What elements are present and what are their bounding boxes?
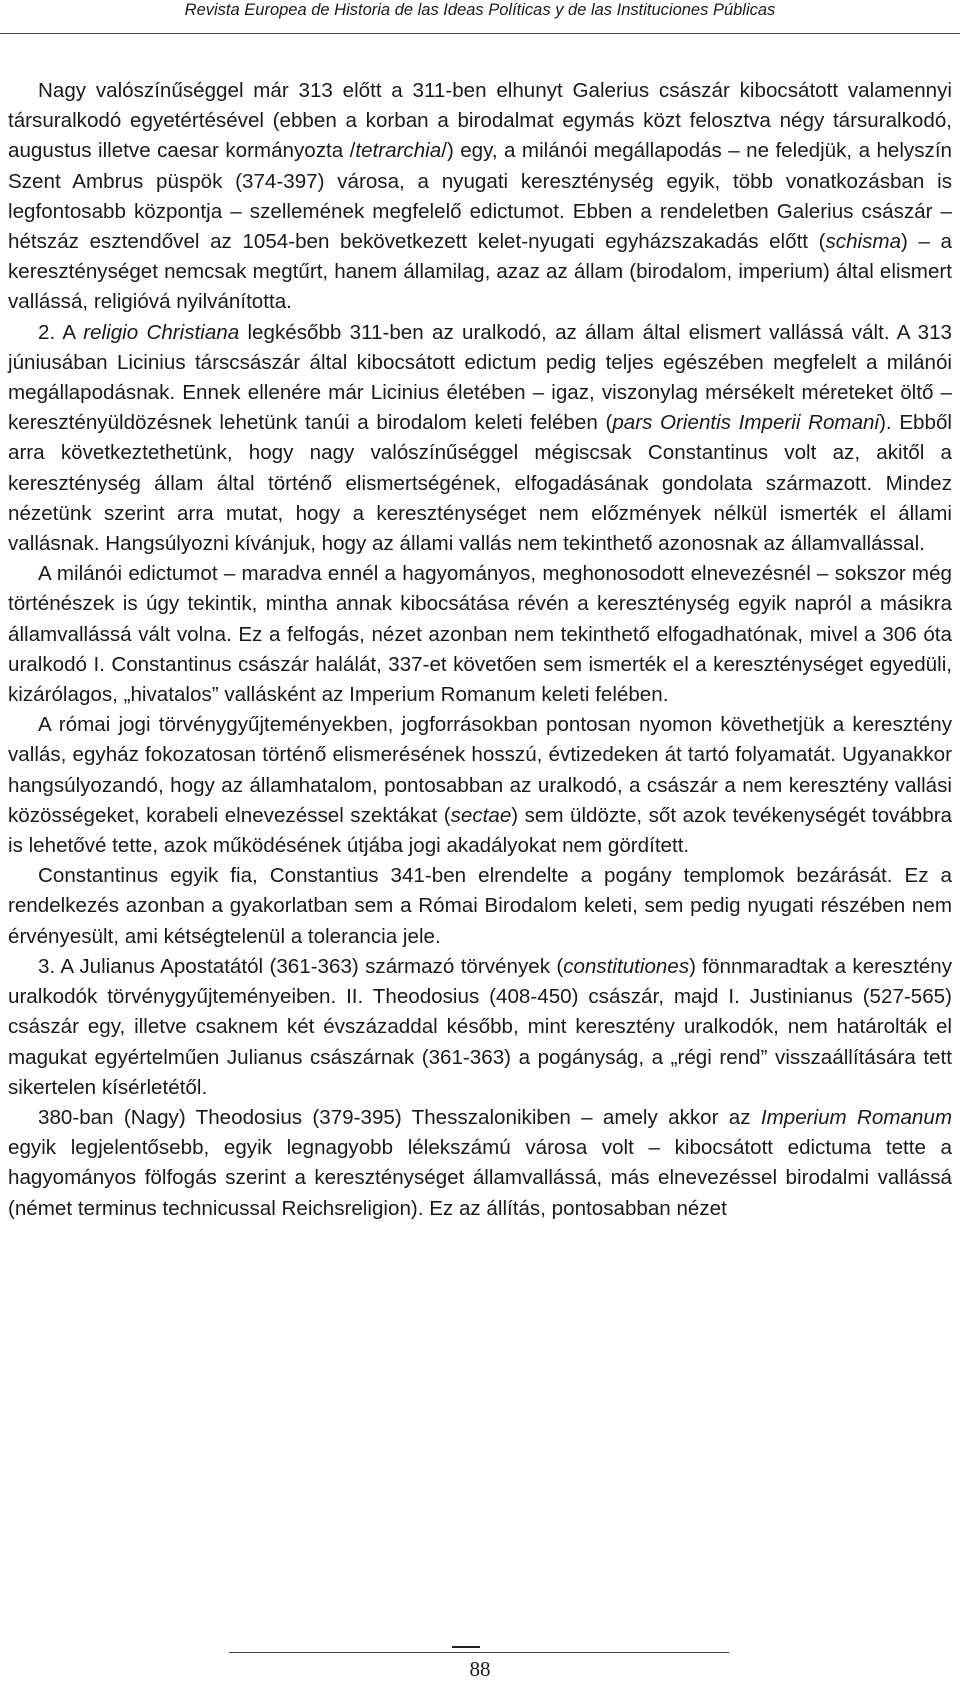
paragraph-text: 2. A bbox=[38, 320, 84, 344]
paragraph bbox=[8, 952, 952, 1103]
paragraph-text: Nagy valószínűséggel már 313 előtt a 311-ben elhunyt Galerius császár kibocsátott valamennyi társuralkodó egyetértésével (ebben a korban a birodalmat egymás közt felosztva négy társuralkodó, augustus illetve caesar kormányozta / bbox=[8, 79, 952, 163]
paragraph bbox=[8, 76, 952, 318]
italic-term: Imperium Romanum bbox=[760, 1105, 952, 1129]
paragraph bbox=[8, 1103, 952, 1224]
paragraph-text: ) – a kereszténységet nemcsak megtűrt, hanem államilag, azaz az állam (birodalom, imperium) által elismert vallássá, religióvá nyilvánította. bbox=[8, 230, 952, 314]
italic-term: constitutiones bbox=[563, 954, 690, 978]
italic-term: pars Orientis Imperii Romani bbox=[612, 411, 880, 435]
footer-rule bbox=[229, 1652, 729, 1653]
paragraph-text: A milánói edictumot – maradva ennél a hagyományos, meghonosodott elnevezésnél – sokszor még történészek is úgy tekintik, mintha annak kibocsátása révén a kereszténység egyik napról a másikra államvallássá vált volna. Ez a felfogás, nézet azonban nem tekinthető elfogadhatónak, mivel a 306 óta uralkodó I. Constantinus császár halálát, 337-et követően sem ismerték el a kereszténységet egyedüli, kizárólagos, „hivatalos” vallásként az Imperium Romanum keleti felében. bbox=[8, 562, 952, 707]
italic-term: sectae bbox=[450, 803, 512, 827]
paragraph bbox=[8, 559, 952, 710]
italic-term: schisma bbox=[825, 230, 902, 254]
page-number: 88 bbox=[469, 1657, 491, 1681]
paragraph-text: egyik legjelentősebb, egyik legnagyobb lélekszámú városa volt – kibocsátott edictuma tette a hagyományos fölfogás szerint a kereszténységet államvallássá, más elnevezéssel birodalmi vallássá (német terminus technicussal Reichsreligion). Ez az állítás, pontosabban nézet bbox=[8, 1136, 952, 1220]
paragraph bbox=[8, 861, 952, 952]
italic-term: religio Christiana bbox=[83, 320, 240, 344]
paragraph-text: Constantinus egyik fia, Constantius 341-ben elrendelte a pogány templomok bezárását. Ez a rendelkezés azonban a gyakorlatban sem a Római Birodalom keleti, sem pedig nyugati részében nem érvényesült, ami kétségtelenül a tolerancia jele. bbox=[8, 864, 952, 948]
footer-mark bbox=[452, 1646, 480, 1648]
paragraph bbox=[8, 318, 952, 560]
paragraph-text: ) fönnmaradtak a keresztény uralkodók törvénygyűjteményeiben. II. Theodosius (408-450) császár, majd I. Justinianus (527-565) császár egy, illetve csaknem két évszázaddal később, mint keresztény uralkodók, nem határolták el magukat egyértelműen Julianus császárnak (361-363) a pogányság, a „régi rend” visszaállítására tett sikertelen kísérletétől. bbox=[8, 954, 952, 1099]
paragraph-text: ) sem üldözte, sőt azok tevékenységét továbbra is lehetővé tette, azok működésének útjába jogi akadályokat nem gördített. bbox=[8, 803, 953, 858]
running-header bbox=[0, 0, 960, 34]
paragraph-text: legkésőbb 311-ben az uralkodó, az állam által elismert vallássá vált. A 313 júniusában Licinius társcsászár által kibocsátott edictum pedig teljes egészében megfelelt a milánói megállapodásnak. Ennek ellenére már Licinius életében – igaz, viszonylag mérsékelt méreteket öltő – keresztényüldözésnek lehetünk tanúi a birodalom keleti felében ( bbox=[8, 320, 952, 435]
paragraph-text: 380-ban (Nagy) Theodosius (379-395) Thesszalonikiben – amely akkor az bbox=[38, 1105, 761, 1129]
paragraph-text: ). Ebből arra következtethetünk, hogy nagy valószínűséggel mégiscsak Constantinus volt az, akitől a kereszténység állam által történő elismertségének, elfogadásának gondolata származott. Mindez nézetünk szerint arra mutat, hogy a kereszténységet nem előzmények nélkül ismerték el állami vallásnak. Hangsúlyozni kívánjuk, hogy az állami vallás nem tekinthető azonosnak az államvallással. bbox=[8, 411, 952, 556]
paragraph-text: A római jogi törvénygyűjteményekben, jogforrásokban pontosan nyomon követhetjük a keresztény vallás, egyház fokozatosan történő elismerésének hosszú, évtizedeken át tartó folyamatát. Ugyanakkor hangsúlyozandó, hogy az államhatalom, pontosabban az uralkodó, a császár a nem keresztény vallási közösségeket, korabeli elnevezéssel szektákat ( bbox=[8, 713, 952, 827]
article-body bbox=[8, 76, 952, 1224]
paragraph bbox=[8, 710, 952, 861]
journal-title: Revista Europea de Historia de las Ideas Políticas y de las Instituciones Públicas bbox=[184, 1, 776, 19]
paragraph-text: /) egy, a milánói megállapodás – ne feledjük, a helyszín Szent Ambrus püspök (374-397) városa, a nyugati kereszténység egyik, több vonatkozásban is legfontosabb központja – szellemének megfelelő edictumot. Ebben a rendeletben Galerius császár – hétszáz esztendővel az 1054-ben bekövetkezett kelet-nyugati egyházszakadás előtt ( bbox=[8, 139, 952, 254]
italic-term: tetrarchia bbox=[355, 139, 442, 163]
paragraph-text: 3. A Julianus Apostatától (361-363) származó törvények ( bbox=[38, 954, 564, 978]
